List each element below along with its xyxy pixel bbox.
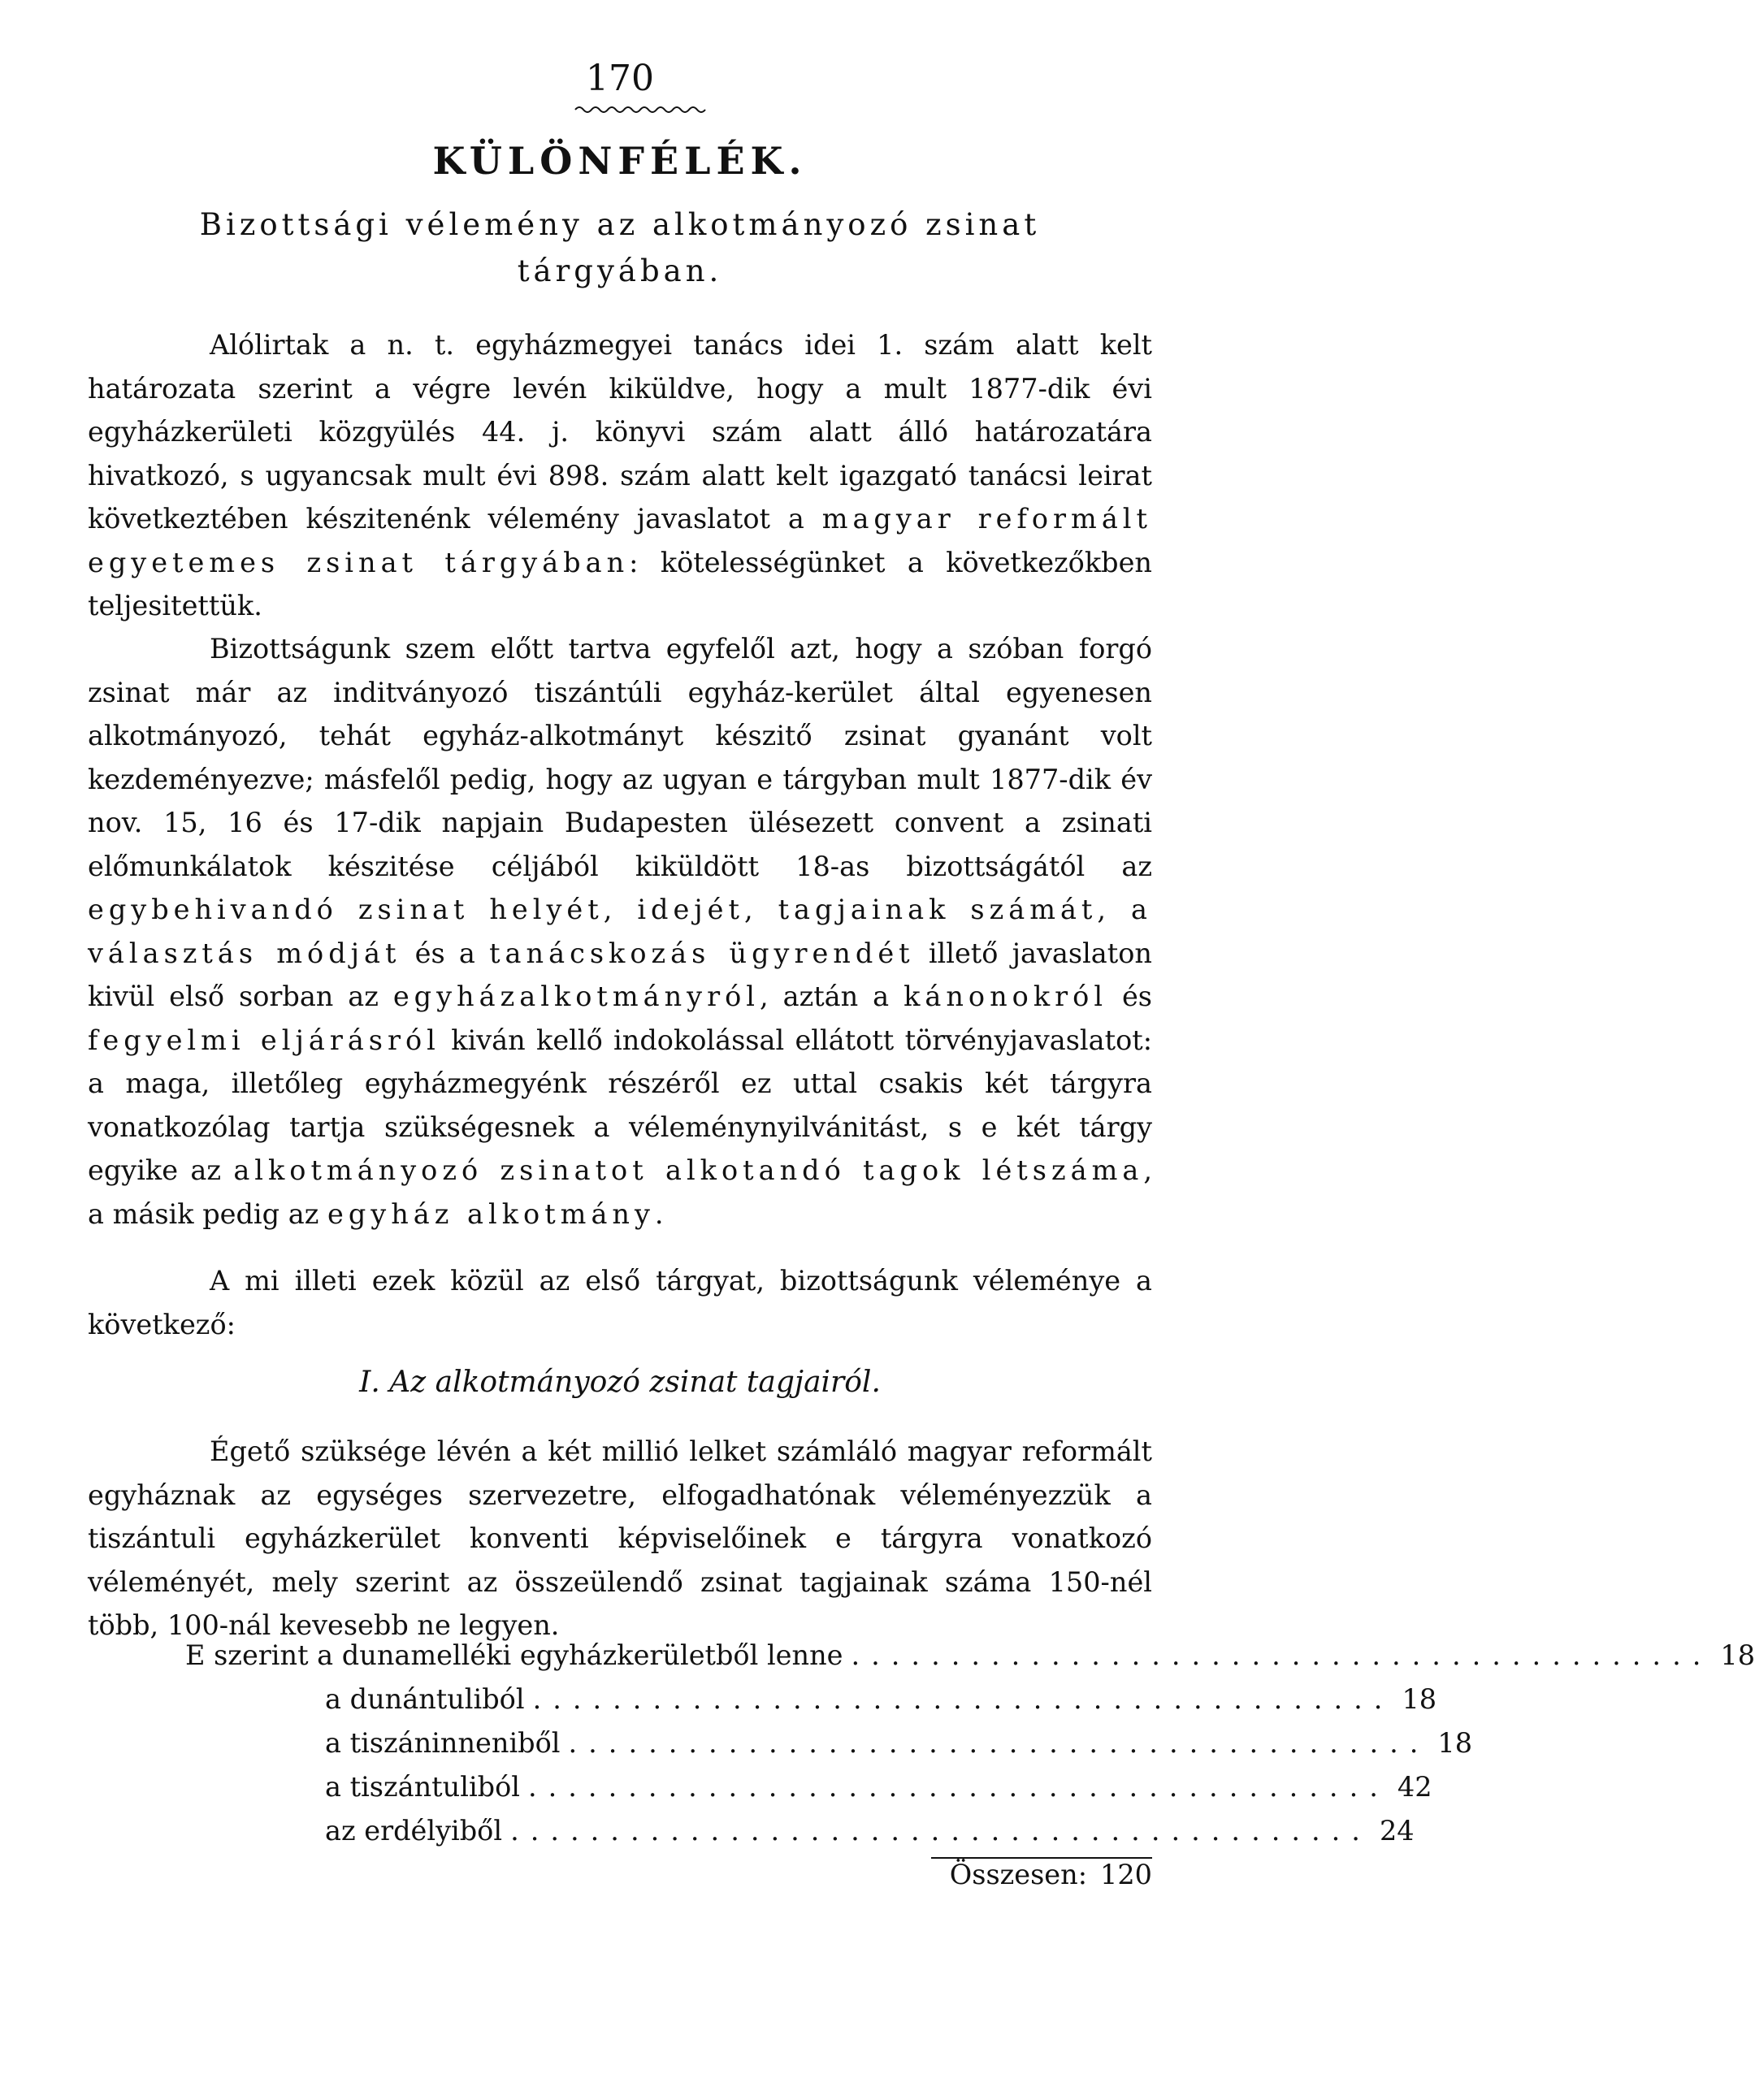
member-count-list <box>185 1639 1755 1903</box>
total-value: 120 <box>1100 1859 1152 1890</box>
paragraph-3: A mi illeti ezek közül az első tárgyat, bizottságunk véleménye a következő: <box>88 1265 1152 1340</box>
list-item: a dunántuliból ........................................... 18 <box>325 1683 1437 1715</box>
leader-dots: ........................................... <box>527 1771 1389 1803</box>
list-item: az erdélyiből ........................................... 24 <box>325 1815 1415 1847</box>
page-number: 170 <box>586 58 654 99</box>
emphasis-text: alkotmányozó zsinatot alkotandó tagok létszáma <box>233 1154 1144 1186</box>
emphasis-text: egybehivandó zsinat helyét, idejét, tagjainak számát, a választás módját <box>88 894 1152 969</box>
emphasis-text: egyház alkotmány <box>327 1197 655 1230</box>
leader-dots: ........................................... <box>510 1815 1372 1847</box>
emphasis-text: tanácskozás ügyrendét <box>489 937 915 969</box>
list-item: a tiszáninneniből ........................................... 18 <box>325 1727 1473 1759</box>
list-item: E szerint a dunamelléki egyházkerületből lenne ........................................... 18 <box>185 1639 1755 1671</box>
total-rule <box>931 1857 1152 1859</box>
page-number-ornament <box>575 104 705 115</box>
total-row <box>185 1859 1152 1903</box>
leader-dots: ........................................... <box>851 1639 1713 1671</box>
total-label: Összesen: <box>949 1859 1087 1890</box>
emphasis-text: magyar reformált egyetemes zsinat tárgyában <box>88 503 1152 578</box>
article-subtitle <box>88 201 1152 294</box>
emphasis-text: egyházalkotmányról <box>392 981 760 1012</box>
subtitle-line-2: tárgyában. <box>517 253 723 288</box>
paragraph-1: Alólirtak a n. t. egyházmegyei tanács idei 1. szám alatt kelt határozata szerint a végre levén kiküldve, hogy a mult 1877-dik évi egyházkerületi közgyülés 44. j. könyvi szám alatt álló határozatára hivatkozó, s ugyancsak mult évi 898. szám alatt kelt igazgató tanácsi leirat következtében készitenénk vélemény javaslatot a magyar reformált egyetemes zsinat tárgyában: kötelességünket a következőkben teljesitettük. <box>88 329 1152 621</box>
leader-dots: ........................................... <box>568 1727 1430 1759</box>
leader-dots: ........................................... <box>532 1683 1394 1715</box>
list-item: a tiszántuliból ........................................... 42 <box>325 1771 1432 1803</box>
subsection-heading: I. Az alkotmányozó zsinat tagjairól. <box>359 1366 881 1399</box>
emphasis-text: kánonokról <box>904 981 1108 1012</box>
paragraph-2: Bizottságunk szem előtt tartva egyfelől azt, hogy a szóban forgó zsinat már az inditványozó tiszántúli egyház-kerület által egyenesen alkotmányozó, tehát egyház-alkotmányt készitő zsinat gyanánt volt kezdeményezve; másfelől pedig, hogy az ugyan e tárgyban mult 1877-dik év nov. 15, 16 és 17-dik napjain Budapesten ülésezett convent a zsinati előmunkálatok készitése céljából kiküldött 18-as bizottságától az egybehivandó zsinat helyét, idejét, tagjainak számát, a választás módját és a tanácskozás ügyrendét illető javaslaton kivül első sorban az egyházalkotmányról, aztán a kánonokról és fegyelmi eljárásról kiván kellő indokolással ellátott törvényjavaslatot: a maga, illetőleg egyházmegyénk részéről ez uttal csakis két tárgyra vonatkozólag tartja szükségesnek a véleménynyilvánitást, s e két tárgy egyike az alkotmányozó zsinatot alkotandó tagok létszáma, a másik pedig az egyház alkotmány. <box>88 633 1152 1230</box>
section-title: KÜLÖNFÉLÉK. <box>432 139 808 183</box>
subtitle-line-1: Bizottsági vélemény az alkotmányozó zsinat <box>199 207 1041 242</box>
emphasis-text: fegyelmi eljárásról <box>88 1024 440 1056</box>
paragraph-4: Égető szüksége lévén a két millió lelket számláló magyar reformált egyháznak az egységes szervezetre, elfogadhatónak véleményezzük a tiszántuli egyházkerület konventi képviselőinek e tárgyra vonatkozó véleményét, mely szerint az összeülendő zsinat tagjainak száma 150-nél több, 100-nál kevesebb ne legyen. <box>88 1435 1152 1641</box>
